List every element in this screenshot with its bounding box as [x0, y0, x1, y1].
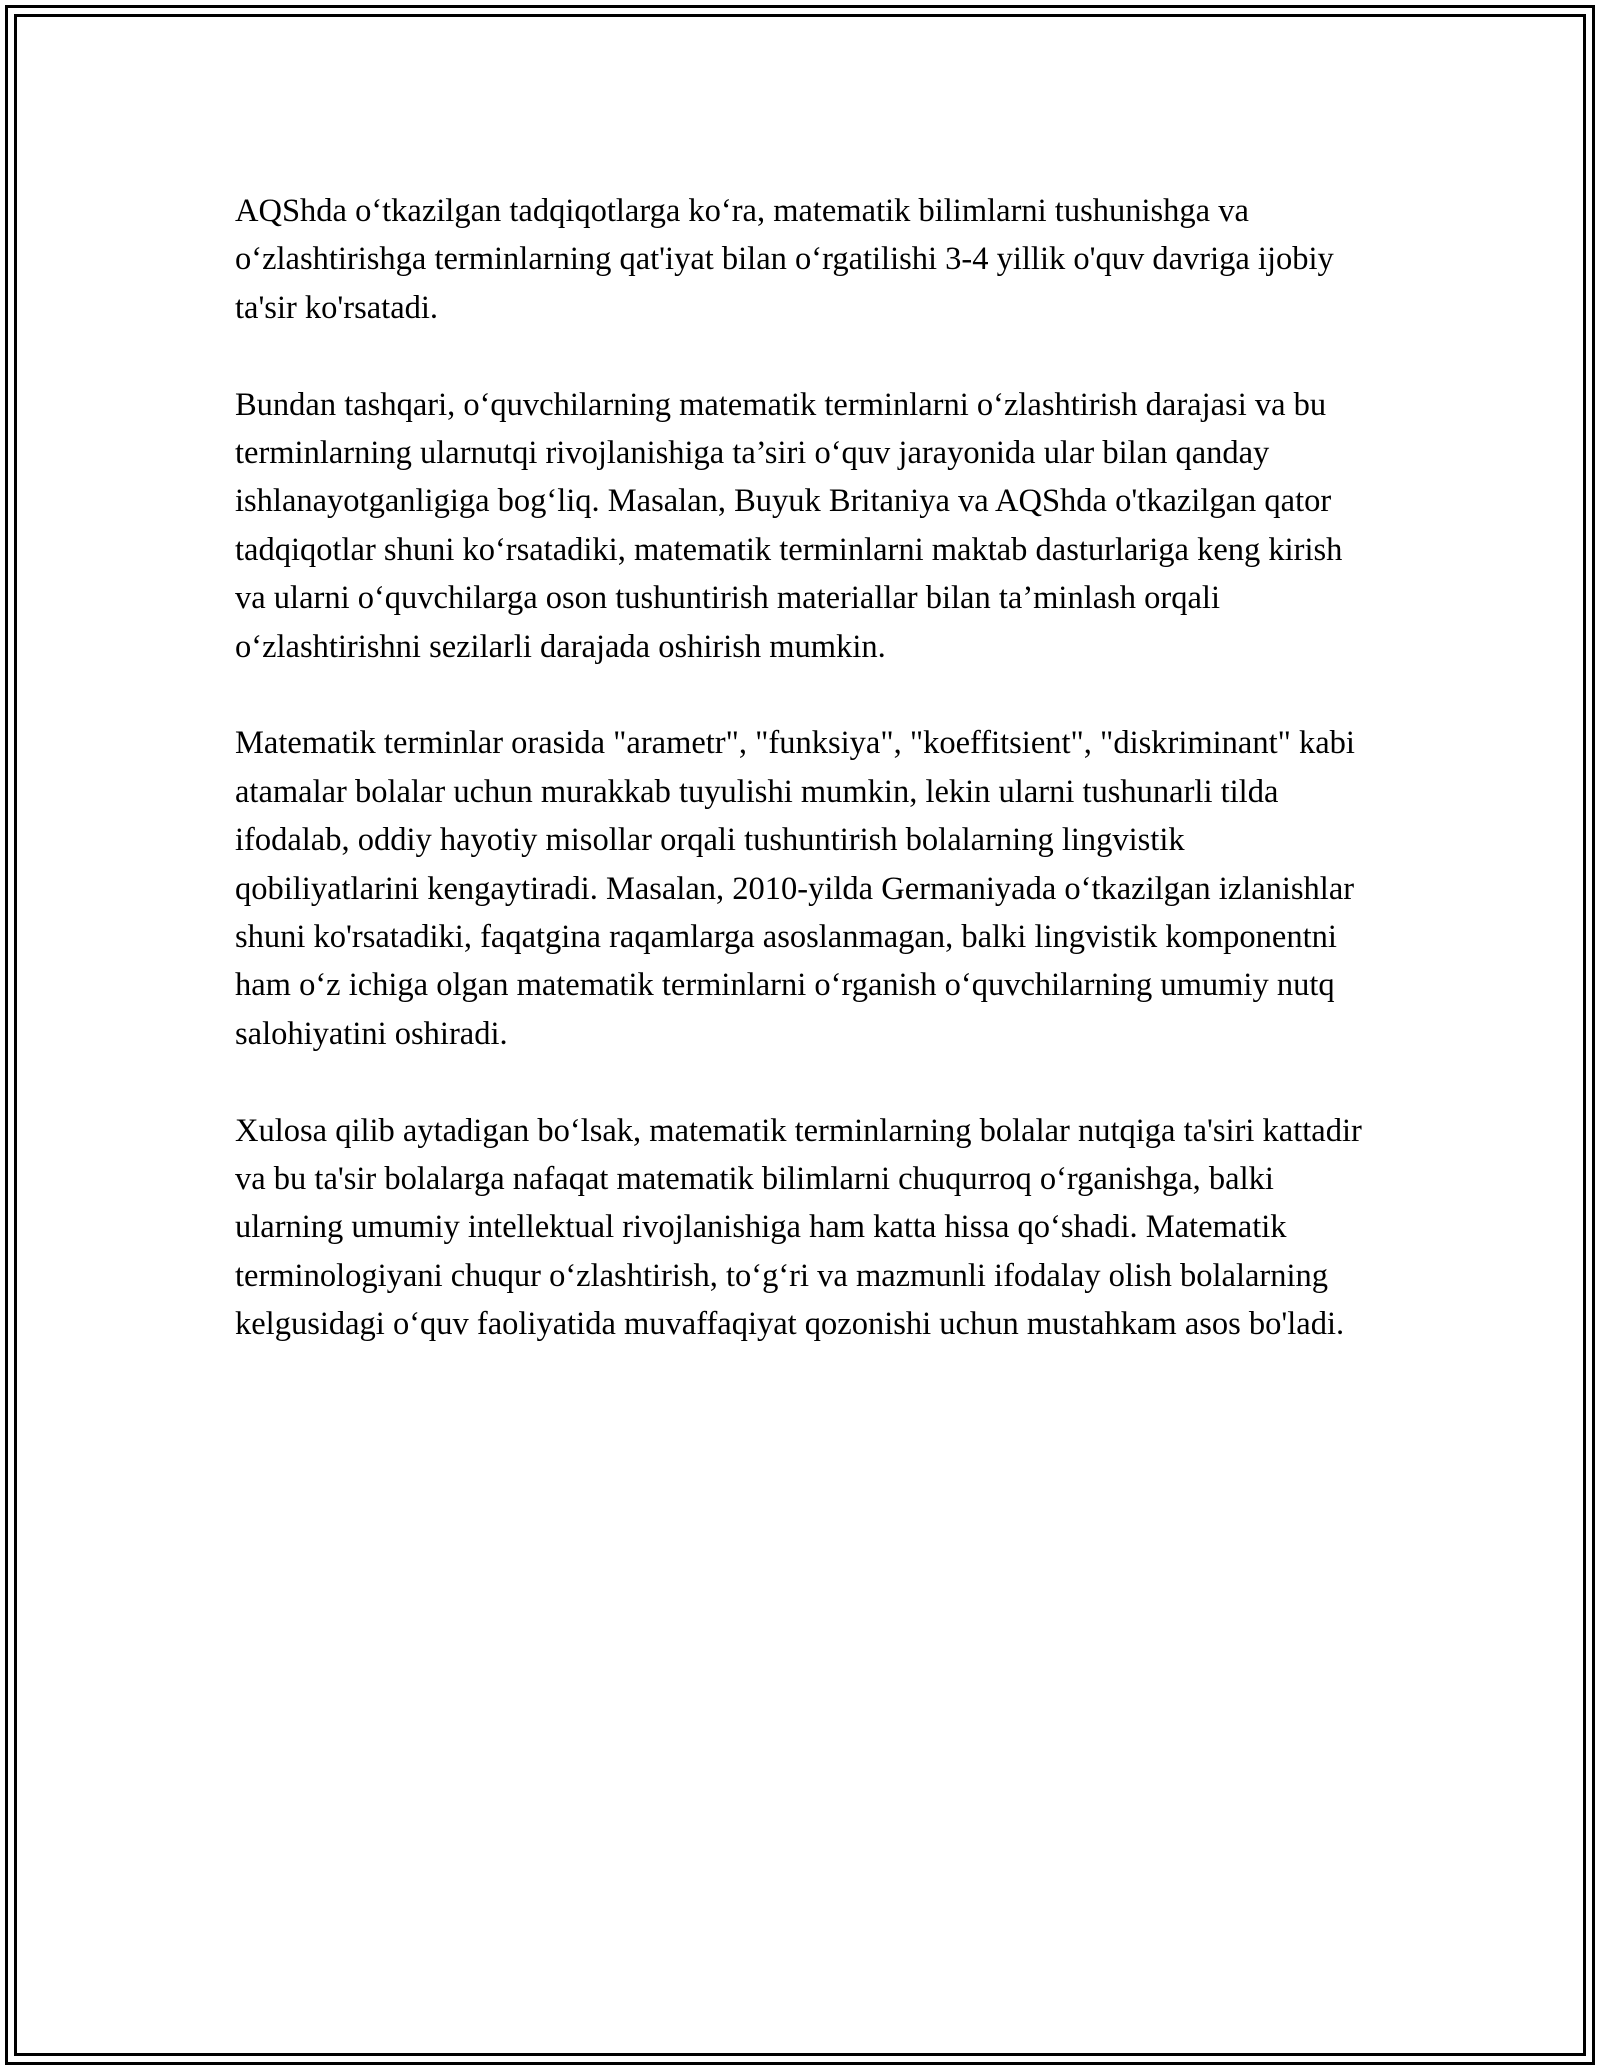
paragraph-1: AQShda o‘tkazilgan tadqiqotlarga ko‘ra, matematik bilimlarni tushunishga va o‘zlashtirishga terminlarning qat'iyat bilan o‘rgatilishi 3-4 yillik o'quv davriga ijobiy ta'sir ko'rsatadi. [235, 193, 1334, 326]
document-body [235, 187, 1370, 1397]
paragraph-4: Xulosa qilib aytadigan bo‘lsak, matematik terminlarning bolalar nutqiga ta'siri kattadir va bu ta'sir bolalarga nafaqat matematik bilimlarni chuqurroq o‘rganishga, balki ularning umumiy intellektual rivojlanishiga ham katta hissa qo‘shadi. Matematik terminologiyani chuqur o‘zlashtirish, to‘g‘ri va mazmunli ifodalay olish bolalarning kelgusidagi o‘quv faoliyatida muvaffaqiyat qozonishi uchun mustahkam asos bo'ladi. [235, 1112, 1362, 1343]
paragraph-3: Matematik terminlar orasida "arametr", "funksiya", "koeffitsient", "diskriminant" kabi atamalar bolalar uchun murakkab tuyulishi mumkin, lekin ularni tushunarli tilda ifodalab, oddiy hayotiy misollar orqali tushuntirish bolalarning lingvistik qobiliyatlarini kengaytiradi. Masalan, 2010-yilda Germaniyada o‘tkazilgan izlanishlar shuni ko'rsatadiki, faqatgina raqamlarga asoslanmagan, balki lingvistik komponentni ham o‘z ichiga olgan matematik terminlarni o‘rganish o‘quvchilarning umumiy nutq salohiyatini oshiradi. [235, 725, 1355, 1052]
paragraph-2: Bundan tashqari, o‘quvchilarning matematik terminlarni o‘zlashtirish darajasi va bu terminlarning ularnutqi rivojlanishiga ta’siri o‘quv jarayonida ular bilan qanday ishlanayotganligiga bog‘liq. Masalan, Buyuk Britaniya va AQShda o'tkazilgan qator tadqiqotlar shuni ko‘rsatadiki, matematik terminlarni maktab dasturlariga keng kirish va ularni o‘quvchilarga oson tushuntirish materiallar bilan ta’minlash orqali o‘zlashtirishni sezilarli darajada oshirish mumkin. [235, 386, 1343, 665]
